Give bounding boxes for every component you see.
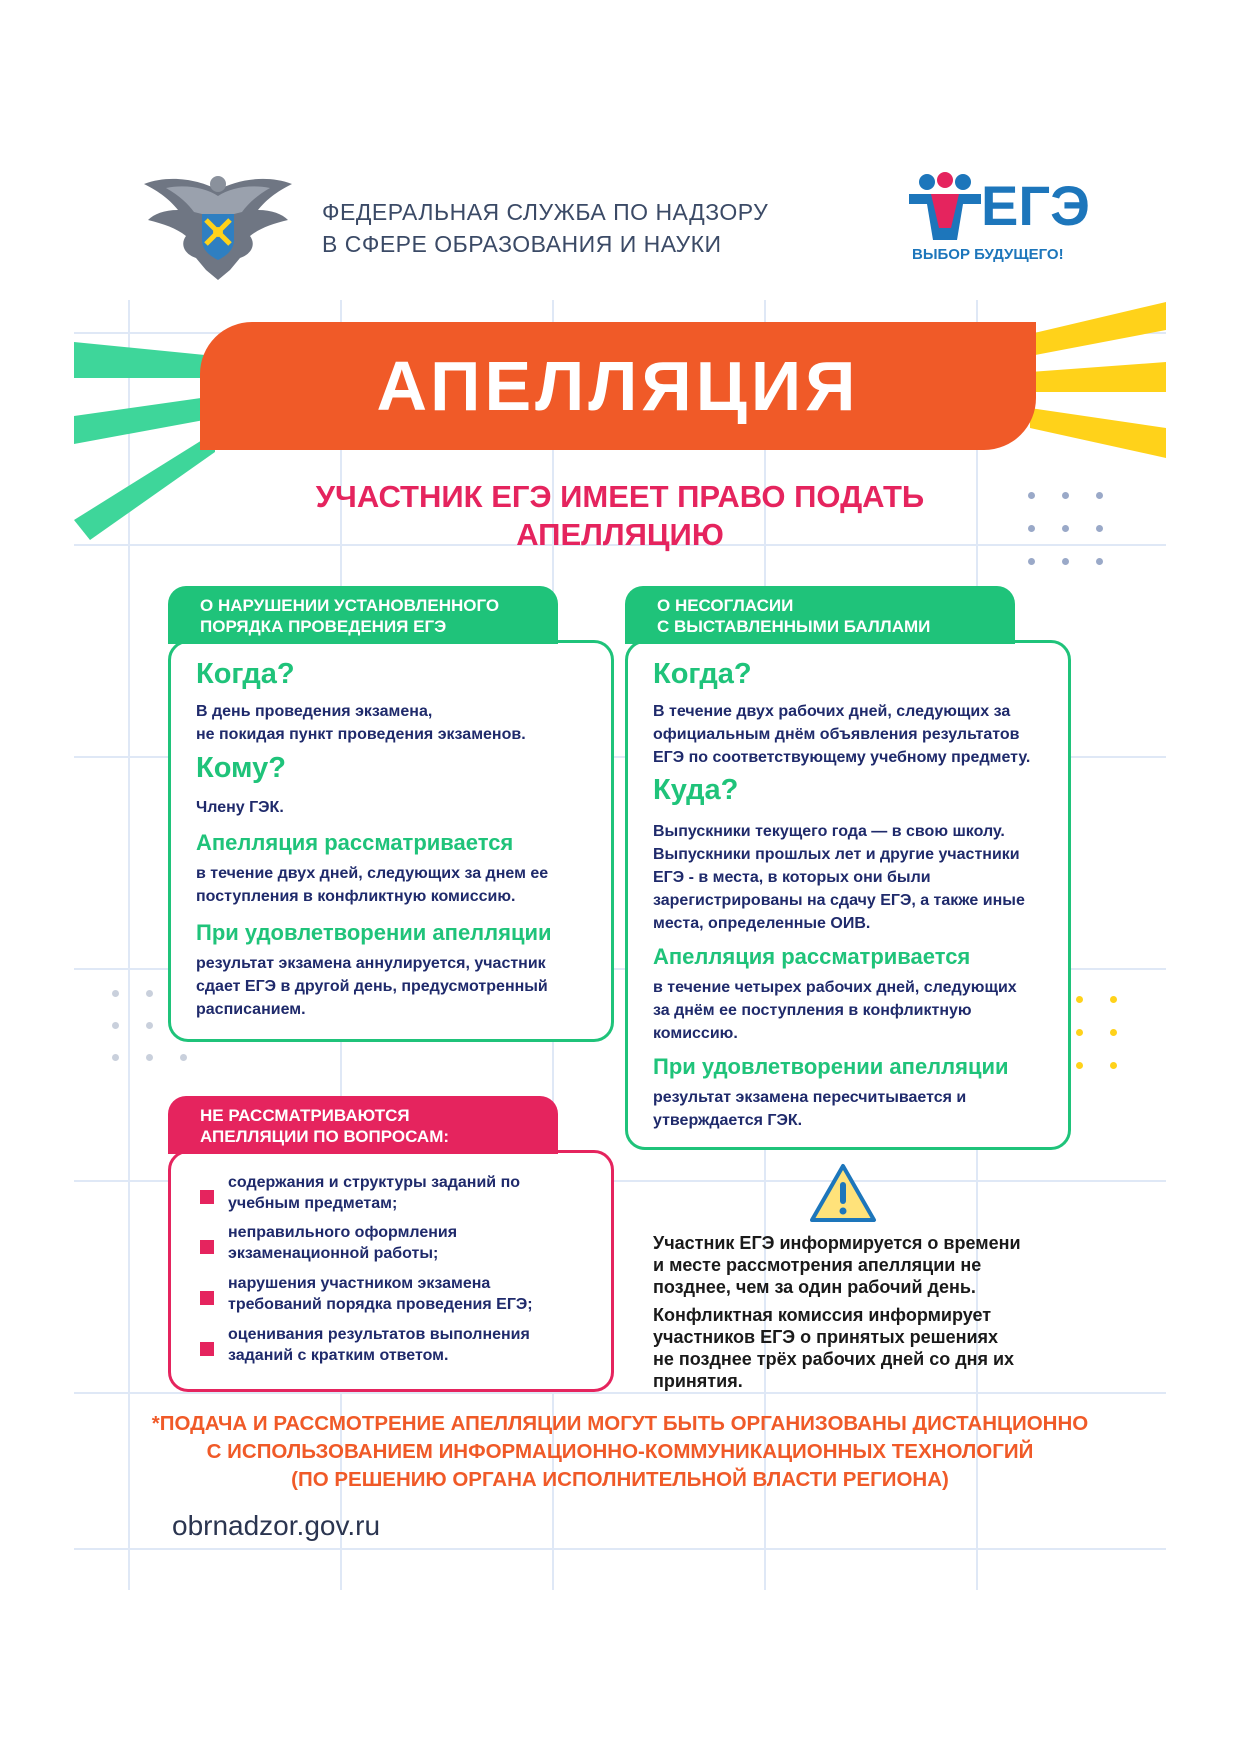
ege-slogan: ВЫБОР БУДУЩЕГО!	[912, 246, 1064, 263]
right-card-tab-line2: С ВЫСТАВЛЕННЫМИ БАЛЛАМИ	[657, 617, 931, 636]
right-satisfy-line1: результат экзамена пересчитывается и	[653, 1089, 967, 1106]
org-name-line1: ФЕДЕРАЛЬНАЯ СЛУЖБА ПО НАДЗОРУ	[322, 199, 769, 225]
not-reviewed-item-line2: заданий с кратким ответом.	[228, 1347, 449, 1364]
right-review-heading: Апелляция рассматривается	[653, 944, 971, 969]
org-name	[322, 196, 768, 260]
footnote-line3: (ПО РЕШЕНИЮ ОРГАНА ИСПОЛНИТЕЛЬНОЙ ВЛАСТИ РЕГИОНА)	[291, 1468, 949, 1491]
right-review-text	[653, 976, 1017, 1045]
right-when-heading: Когда?	[653, 658, 752, 690]
bullet-square-icon	[200, 1291, 214, 1305]
info-p2-line4: принятия.	[653, 1371, 743, 1391]
not-reviewed-tab-line2: АПЕЛЛЯЦИИ ПО ВОПРОСАМ:	[200, 1127, 450, 1146]
right-review-line2: за днём ее поступления в конфликтную	[653, 1002, 972, 1019]
left-card-tab	[168, 586, 558, 644]
info-paragraph-2	[653, 1304, 1014, 1392]
right-when-line3: ЕГЭ по соответствующему учебному предмету.	[653, 749, 1031, 766]
left-satisfy-heading: При удовлетворении апелляции	[196, 920, 552, 945]
not-reviewed-tab-line1: НЕ РАССМАТРИВАЮТСЯ	[200, 1106, 410, 1125]
not-reviewed-item-line1: оценивания результатов выполнения	[228, 1326, 530, 1343]
right-satisfy-heading: При удовлетворении апелляции	[653, 1054, 1009, 1079]
left-satisfy-line2: сдает ЕГЭ в другой день, предусмотренный	[196, 978, 548, 995]
bullet-square-icon	[200, 1240, 214, 1254]
left-when-line2: не покидая пункт проведения экзаменов.	[196, 726, 526, 743]
subtitle	[270, 478, 970, 554]
warning-triangle-icon	[808, 1162, 878, 1224]
ege-logo-icon	[905, 172, 1095, 244]
right-satisfy-line2: утверждается ГЭК.	[653, 1112, 803, 1129]
right-where-line1: Выпускники текущего года — в свою школу.	[653, 823, 1005, 840]
not-reviewed-item	[228, 1172, 520, 1214]
not-reviewed-item-line1: содержания и структуры заданий по	[228, 1174, 520, 1191]
not-reviewed-item	[228, 1222, 457, 1264]
right-when-line2: официальным днём объявления результатов	[653, 726, 1020, 743]
bullet-square-icon	[200, 1190, 214, 1204]
not-reviewed-item-line2: требований порядка проведения ЕГЭ;	[228, 1296, 533, 1313]
left-when-heading: Когда?	[196, 658, 295, 690]
not-reviewed-item	[228, 1324, 530, 1366]
right-review-line1: в течение четырех рабочих дней, следующих	[653, 979, 1017, 996]
eagle-emblem-icon	[140, 170, 296, 282]
not-reviewed-item-line2: экзаменационной работы;	[228, 1245, 439, 1262]
right-where-line3: ЕГЭ - в места, в которых они были	[653, 869, 931, 886]
right-where-text	[653, 820, 1025, 935]
info-p1-line2: и месте рассмотрения апелляции не	[653, 1255, 982, 1275]
org-name-line2: В СФЕРЕ ОБРАЗОВАНИЯ И НАУКИ	[322, 231, 722, 257]
ege-logo-text: ЕГЭ	[981, 174, 1090, 237]
right-where-line2: Выпускники прошлых лет и другие участники	[653, 846, 1020, 863]
left-whom-text: Члену ГЭК.	[196, 799, 284, 816]
left-satisfy-text	[196, 952, 548, 1021]
info-p2-line1: Конфликтная комиссия информирует	[653, 1305, 992, 1325]
right-satisfy-text	[653, 1086, 966, 1132]
left-when-text	[196, 700, 526, 746]
bullet-square-icon	[200, 1342, 214, 1356]
right-where-heading: Куда?	[653, 774, 739, 806]
subtitle-line2: АПЕЛЛЯЦИЮ	[516, 517, 724, 552]
info-p1-line1: Участник ЕГЭ информируется о времени	[653, 1233, 1021, 1253]
not-reviewed-item-line2: учебным предметам;	[228, 1195, 398, 1212]
right-when-text	[653, 700, 1030, 769]
left-review-line2: поступления в конфликтную комиссию.	[196, 888, 516, 905]
right-when-line1: В течение двух рабочих дней, следующих за	[653, 703, 1011, 720]
right-where-line5: места, определенные ОИВ.	[653, 915, 871, 932]
right-review-line3: комиссию.	[653, 1025, 738, 1042]
not-reviewed-item-line1: нарушения участником экзамена	[228, 1275, 491, 1292]
footnote	[150, 1410, 1090, 1494]
left-when-line1: В день проведения экзамена,	[196, 703, 433, 720]
right-card-tab-line1: О НЕСОГЛАСИИ	[657, 596, 794, 615]
subtitle-line1: УЧАСТНИК ЕГЭ ИМЕЕТ ПРАВО ПОДАТЬ	[315, 479, 925, 514]
left-satisfy-line3: расписанием.	[196, 1001, 306, 1018]
left-satisfy-line1: результат экзамена аннулируется, участник	[196, 955, 546, 972]
info-p1-line3: позднее, чем за один рабочий день.	[653, 1277, 976, 1297]
footnote-line2: С ИСПОЛЬЗОВАНИЕМ ИНФОРМАЦИОННО-КОММУНИКАЦИОННЫХ ТЕХНОЛОГИЙ	[206, 1440, 1034, 1463]
left-review-line1: в течение двух дней, следующих за днем ее	[196, 865, 549, 882]
left-review-text	[196, 862, 548, 908]
not-reviewed-item-line1: неправильного оформления	[228, 1224, 458, 1241]
website-link[interactable]: obrnadzor.gov.ru	[172, 1510, 381, 1541]
not-reviewed-tab	[168, 1096, 558, 1154]
not-reviewed-item	[228, 1273, 533, 1315]
info-p2-line3: не позднее трёх рабочих дней со дня их	[653, 1349, 1015, 1369]
right-card-tab	[625, 586, 1015, 644]
left-review-heading: Апелляция рассматривается	[196, 830, 514, 855]
page-title: АПЕЛЛЯЦИЯ	[376, 347, 860, 425]
footnote-line1: *ПОДАЧА И РАССМОТРЕНИЕ АПЕЛЛЯЦИИ МОГУТ БЫТЬ ОРГАНИЗОВАНЫ ДИСТАНЦИОННО	[151, 1412, 1089, 1435]
left-card-tab-line2: ПОРЯДКА ПРОВЕДЕНИЯ ЕГЭ	[200, 617, 447, 636]
right-where-line4: зарегистрированы на сдачу ЕГЭ, а также иные	[653, 892, 1025, 909]
info-paragraph-1	[653, 1232, 1021, 1298]
left-whom-heading: Кому?	[196, 752, 286, 784]
left-card-tab-line1: О НАРУШЕНИИ УСТАНОВЛЕННОГО	[200, 596, 500, 615]
info-p2-line2: участников ЕГЭ о принятых решениях	[653, 1327, 999, 1347]
